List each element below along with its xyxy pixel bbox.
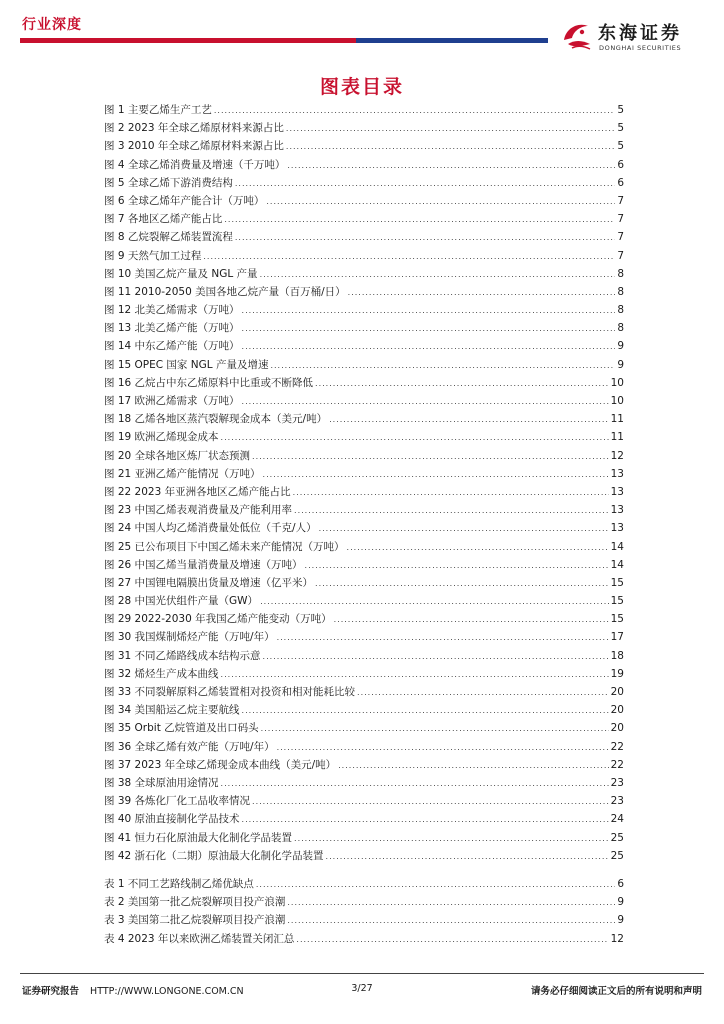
dot-leader	[221, 429, 609, 447]
dot-leader	[263, 648, 609, 666]
header-section-label: 行业深度	[22, 17, 82, 33]
figure-entry-page: 24	[610, 813, 624, 826]
table-entry-page: 9	[617, 896, 624, 909]
dot-leader	[286, 138, 615, 156]
figure-entry[interactable]	[104, 410, 624, 428]
dot-leader	[296, 931, 608, 949]
table-entry[interactable]	[104, 893, 624, 911]
figure-entry-page: 15	[610, 576, 624, 589]
figure-entry[interactable]	[104, 337, 624, 355]
figure-entry-label: 图 29 2022-2030 年我国乙烯产能变动（万吨）	[104, 613, 332, 626]
dot-leader	[294, 502, 609, 520]
dot-leader	[242, 302, 616, 320]
dot-leader	[347, 539, 609, 557]
figure-entry-label: 图 36 全球乙烯有效产能（万吨/年）	[104, 740, 275, 753]
table-entry[interactable]	[104, 911, 624, 929]
dot-leader	[260, 593, 609, 611]
dot-leader	[305, 557, 609, 575]
figure-entry-label: 图 28 中国光伏组件产量（GW）	[104, 595, 259, 608]
dot-leader	[287, 894, 615, 912]
figure-entry-label: 图 5 全球乙烯下游消费结构	[104, 176, 233, 189]
dot-leader	[242, 338, 616, 356]
dot-leader	[221, 775, 609, 793]
figure-entry-label: 图 24 中国人均乙烯消费量处低位（千克/人）	[104, 522, 317, 535]
figure-entry[interactable]	[104, 774, 624, 792]
figure-entry-page: 5	[617, 140, 624, 153]
figure-entry[interactable]	[104, 174, 624, 192]
figure-entry-label: 图 13 北美乙烯产能（万吨）	[104, 322, 240, 335]
table-entry-label: 表 3 美国第二批乙烷裂解项目投产浪潮	[104, 914, 286, 927]
figure-entry-page: 13	[610, 504, 624, 517]
figure-entry[interactable]	[104, 465, 624, 483]
dot-leader	[326, 848, 609, 866]
figure-entry-page: 9	[617, 340, 624, 353]
dot-leader	[294, 830, 609, 848]
footer-report-type: 证券研究报告	[22, 986, 80, 997]
figure-entry[interactable]	[104, 392, 624, 410]
table-entry-page: 12	[610, 932, 624, 945]
figure-entry-label: 图 4 全球乙烯消费量及增速（千万吨）	[104, 158, 286, 171]
dot-leader	[242, 393, 609, 411]
figure-entry[interactable]	[104, 319, 624, 337]
figure-entry-label: 图 26 中国乙烯当量消费量及增速（万吨）	[104, 558, 303, 571]
figure-entry-label: 图 33 不同裂解原料乙烯装置相对投资和相对能耗比较	[104, 686, 356, 698]
dot-leader	[235, 229, 615, 247]
dot-leader	[261, 720, 609, 738]
figure-entry-label: 图 12 北美乙烯需求（万吨）	[104, 304, 240, 317]
figure-entry-page: 14	[610, 558, 624, 571]
figure-entry-page: 12	[610, 449, 624, 462]
figure-entry[interactable]	[104, 210, 624, 228]
figure-entry-page: 23	[610, 776, 624, 789]
figure-entry-page: 22	[610, 740, 624, 753]
figure-entry-page: 11	[610, 431, 624, 444]
figure-entry-page: 19	[610, 667, 624, 680]
figure-entry-label: 图 3 2010 年全球乙烯原材料来源占比	[104, 140, 284, 153]
logo-emblem-icon	[560, 18, 594, 52]
figure-entry-label: 图 18 乙烯各地区蒸汽裂解现金成本（美元/吨）	[104, 413, 328, 426]
figure-entry-page: 22	[610, 758, 624, 771]
figure-entry-label: 图 37 2023 年全球乙烯现金成本曲线（美元/吨）	[104, 758, 337, 771]
figure-entry-label: 图 38 全球原油用途情况	[104, 776, 219, 789]
figure-entry[interactable]	[104, 356, 624, 374]
figure-entry[interactable]	[104, 719, 624, 737]
figure-entry-page: 15	[610, 595, 624, 608]
dot-leader	[260, 266, 616, 284]
dot-leader	[242, 811, 609, 829]
page-title: 图表目录	[319, 76, 404, 98]
dot-leader	[315, 375, 609, 393]
dot-leader	[235, 175, 615, 193]
figure-entry-label: 图 21 亚洲乙烯产能情况（万吨）	[104, 467, 261, 480]
figure-entry[interactable]	[104, 247, 624, 265]
dot-leader	[293, 484, 609, 502]
table-entry[interactable]	[104, 930, 624, 948]
dot-leader	[287, 912, 615, 930]
figure-entry-label: 图 39 各炼化厂化工品收率情况	[104, 795, 251, 808]
figure-entry-label: 图 16 乙烷占中东乙烯原料中比重或不断降低	[104, 376, 314, 389]
dot-leader	[270, 357, 615, 375]
figure-entry-label: 图 19 欧洲乙烯现金成本	[104, 431, 219, 444]
figure-entry-page: 9	[617, 358, 624, 371]
figure-entry-page: 6	[617, 176, 624, 189]
figure-entry-page: 20	[610, 722, 624, 735]
figure-entry-label: 图 23 中国乙烯表观消费量及产能利用率	[104, 504, 293, 517]
figure-entry-page: 7	[617, 194, 624, 207]
figure-entry-label: 图 6 全球乙烯年产能合计（万吨）	[104, 194, 265, 207]
figure-entry-page: 14	[610, 540, 624, 553]
logo-english-name: DONGHAI SECURITIES	[599, 44, 682, 52]
figure-entry[interactable]	[104, 483, 624, 501]
dot-leader	[338, 757, 608, 775]
figure-entry-page: 25	[610, 831, 624, 844]
figure-entry-page: 13	[610, 522, 624, 535]
figure-entry[interactable]	[104, 647, 624, 665]
figure-entry[interactable]	[104, 283, 624, 301]
table-list	[104, 875, 624, 948]
table-entry-label: 表 2 美国第一批乙烷裂解项目投产浪潮	[104, 896, 286, 909]
dot-leader	[242, 320, 616, 338]
figure-entry[interactable]	[104, 228, 624, 246]
dot-leader	[263, 466, 609, 484]
dot-leader	[252, 448, 609, 466]
figure-entry-label: 图 10 美国乙烷产量及 NGL 产量	[104, 267, 258, 280]
figure-entry-label: 图 30 我国煤制烯烃产能（万吨/年）	[104, 631, 275, 644]
figure-entry-page: 10	[610, 395, 624, 407]
table-entry-page: 9	[617, 914, 624, 927]
figure-entry[interactable]	[104, 574, 624, 592]
figure-entry[interactable]	[104, 519, 624, 537]
figure-entry-page: 7	[617, 249, 624, 262]
figure-entry-label: 图 20 全球各地区炼厂状态预测	[104, 449, 251, 462]
dot-leader	[286, 120, 615, 138]
figure-entry-label: 图 1 主要乙烯生产工艺	[104, 104, 212, 116]
figure-entry[interactable]	[104, 592, 624, 610]
header-blue-bar	[356, 38, 548, 43]
figure-entry-label: 图 17 欧洲乙烯需求（万吨）	[104, 395, 240, 407]
figure-entry-page: 23	[610, 795, 624, 808]
figure-entry-label: 图 42 浙石化（二期）原油最大化制化学品装置	[104, 849, 324, 862]
figure-entry-page: 11	[610, 413, 624, 426]
figure-entry-page: 18	[610, 649, 624, 662]
figure-entry[interactable]	[104, 374, 624, 392]
dot-leader	[214, 102, 615, 120]
dot-leader	[348, 284, 616, 302]
figure-entry[interactable]	[104, 829, 624, 847]
figure-entry-page: 5	[617, 104, 624, 116]
figure-entry-page: 6	[617, 158, 624, 171]
company-logo	[560, 18, 710, 58]
figure-entry[interactable]	[104, 792, 624, 810]
figure-entry-label: 图 34 美国船运乙烷主要航线	[104, 704, 240, 717]
figure-entry[interactable]	[104, 156, 624, 174]
figure-entry[interactable]	[104, 119, 624, 137]
figure-entry-page: 8	[617, 267, 624, 280]
figure-entry-page: 10	[610, 376, 624, 389]
figure-entry[interactable]	[104, 665, 624, 683]
figure-entry-page: 5	[617, 122, 624, 135]
footer-website-link[interactable]: HTTP://WWW.LONGONE.COM.CN	[90, 986, 244, 997]
figure-entry-label: 图 31 不同乙烯路线成本结构示意	[104, 649, 261, 662]
figure-entry-page: 8	[617, 285, 624, 298]
figure-entry[interactable]	[104, 192, 624, 210]
dot-leader	[277, 739, 609, 757]
figure-entry[interactable]	[104, 447, 624, 465]
figure-entry[interactable]	[104, 137, 624, 155]
figure-entry-page: 20	[610, 686, 624, 698]
dot-leader	[277, 629, 609, 647]
table-entry[interactable]	[104, 875, 624, 893]
table-entry-page: 6	[617, 878, 624, 890]
dot-leader	[329, 411, 609, 429]
figure-entry-label: 图 15 OPEC 国家 NGL 产量及增速	[104, 358, 269, 371]
figure-entry[interactable]	[104, 738, 624, 756]
dot-leader	[242, 702, 609, 720]
dot-leader	[221, 666, 609, 684]
figure-entry[interactable]	[104, 847, 624, 865]
figure-entry[interactable]	[104, 701, 624, 719]
figure-entry-label: 图 2 2023 年全球乙烯原材料来源占比	[104, 122, 284, 135]
figure-entry-page: 25	[610, 849, 624, 862]
dot-leader	[287, 157, 615, 175]
figure-entry-label: 图 35 Orbit 乙烷管道及出口码头	[104, 722, 259, 735]
figure-entry-page: 20	[610, 704, 624, 717]
logo-chinese-name: 东海证券	[598, 23, 682, 44]
footer-disclaimer: 请务必仔细阅读正文后的所有说明和声明	[530, 986, 702, 997]
dot-leader	[203, 248, 615, 266]
figure-entry[interactable]	[104, 756, 624, 774]
figure-entry-page: 15	[610, 613, 624, 626]
footer-divider	[20, 973, 704, 974]
dot-leader	[224, 211, 615, 229]
table-entry-label: 表 4 2023 年以来欧洲乙烯装置关闭汇总	[104, 932, 295, 945]
figure-entry-page: 7	[617, 231, 624, 244]
dot-leader	[334, 611, 609, 629]
figure-entry-label: 图 11 2010-2050 美国各地乙烷产量（百万桶/日）	[104, 285, 346, 298]
dot-leader	[315, 575, 609, 593]
figure-entry-label: 图 27 中国锂电隔膜出货量及增速（亿平米）	[104, 576, 314, 589]
figure-entry-label: 图 14 中东乙烯产能（万吨）	[104, 340, 240, 353]
figure-entry[interactable]	[104, 265, 624, 283]
header-red-bar	[20, 38, 356, 43]
figure-entry-label: 图 22 2023 年亚洲各地区乙烯产能占比	[104, 485, 291, 498]
dot-leader	[357, 684, 609, 702]
figure-entry[interactable]	[104, 101, 624, 119]
figure-entry[interactable]	[104, 538, 624, 556]
figure-entry[interactable]	[104, 501, 624, 519]
figure-entry-page: 17	[610, 631, 624, 644]
dot-leader	[252, 793, 609, 811]
footer-page-number: 3/27	[351, 983, 373, 994]
figure-entry-label: 图 9 天然气加工过程	[104, 249, 202, 262]
figure-entry[interactable]	[104, 628, 624, 646]
figure-entry[interactable]	[104, 428, 624, 446]
figure-entry-label: 图 32 烯烃生产成本曲线	[104, 667, 219, 680]
figure-entry-page: 13	[610, 467, 624, 480]
figure-entry-label: 图 41 恒力石化原油最大化制化学品装置	[104, 831, 293, 844]
dot-leader	[319, 520, 609, 538]
figure-entry-label: 图 7 各地区乙烯产能占比	[104, 213, 223, 226]
figure-entry[interactable]	[104, 301, 624, 319]
figure-entry[interactable]	[104, 610, 624, 628]
figure-entry-label: 图 8 乙烷裂解乙烯装置流程	[104, 231, 233, 244]
figure-entry-label: 图 40 原油直接制化学品技术	[104, 813, 240, 826]
dot-leader	[256, 876, 615, 894]
figure-list	[104, 101, 624, 865]
figure-entry-label: 图 25 已公布项目下中国乙烯未来产能情况（万吨）	[104, 540, 345, 553]
figure-entry[interactable]	[104, 810, 624, 828]
figure-entry-page: 8	[617, 322, 624, 335]
figure-entry[interactable]	[104, 683, 624, 701]
figure-entry[interactable]	[104, 556, 624, 574]
figure-entry-page: 7	[617, 213, 624, 226]
figure-entry-page: 8	[617, 304, 624, 317]
figure-entry-page: 13	[610, 485, 624, 498]
dot-leader	[266, 193, 615, 211]
table-entry-label: 表 1 不同工艺路线制乙烯优缺点	[104, 878, 254, 890]
